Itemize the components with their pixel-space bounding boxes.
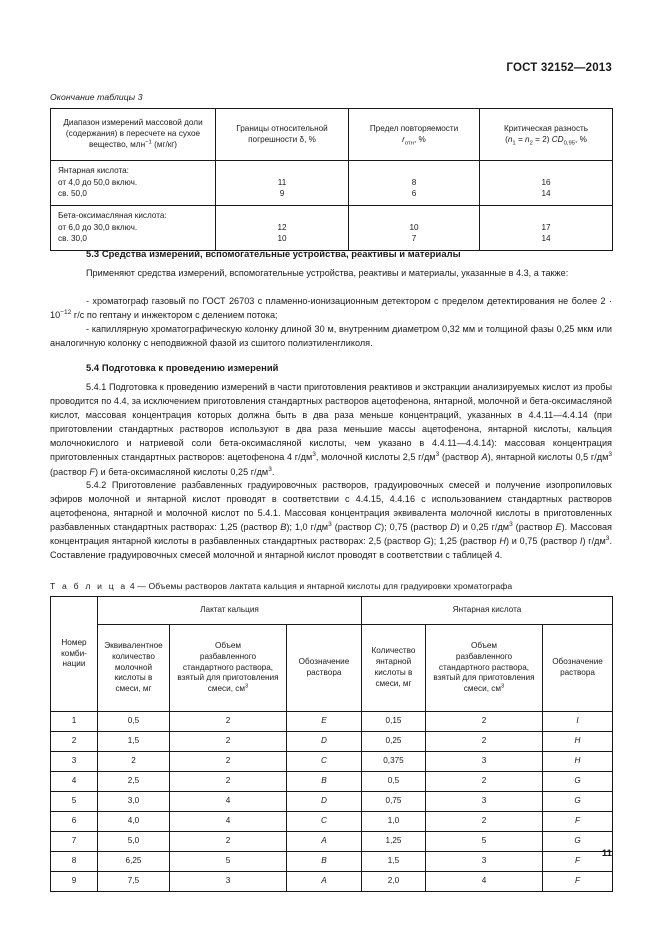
table4-cell-acid-solution: G (543, 772, 613, 792)
paragraph-5-4-1: 5.4.1 Подготовка к проведению измерений в части приготовления реактивов и экстракции анализируемых кислот из пробы проводится по 4.4, за исключением приготовления стандартных растворов ацетофенона, янтарной, молочной и бета-оксимасляной кислот, массовая концентрация которых должна быть в два раза меньше концентраций, указанных в 4.4.11—4.4.14 (при приготовлении стандартных растворов используют в два раза меньшие массы ацетофенона, янтарной кислоты, кальция молочнокислого и натриевой соли бета-оксимасляной кислоты, чем указано в 4.4.11—4.4.14): массовая концентрация приготовленных стандартных растворов: ацетофенона 4 $г/дм^3$, молочной кислоты 2,5 $г/дм^3$ (раствор A), янтарной кислоты 0,5 $г/дм^3$ (раствор F) и бета-оксимасляной кислоты 0,25 $г/дм^3$. (50, 382, 613, 477)
table-row (51, 852, 613, 872)
table4-cell-lactate-solution: C (287, 752, 362, 772)
table4-cell-lactate-solution: D (287, 792, 362, 812)
table4-cell-lactate-volume: 5 (170, 852, 287, 872)
table-row (51, 161, 613, 206)
table4-cell-lactate-solution: A (287, 872, 362, 892)
solution-label: D (450, 522, 457, 533)
table4-cell-number: 7 (51, 832, 98, 852)
table4-cell-acid-volume: 5 (426, 832, 543, 852)
table4-col-lactic-equivalent: Эквивалентное количество молочной кислоты в смеси, мг (98, 625, 170, 712)
table3-cd-hydroxybutyric: 17 14 (480, 205, 613, 250)
table-row (51, 812, 613, 832)
table4-col-combination-number: Номер комби- нации (51, 597, 98, 712)
table-row (51, 205, 613, 250)
superscript-cubic: 3 (244, 683, 249, 690)
table4-cell-lactate-volume: 2 (170, 832, 287, 852)
solution-label: G (423, 536, 431, 547)
table-row (51, 732, 613, 752)
table4-cell-lactate-volume: 2 (170, 772, 287, 792)
solution-label: F (89, 466, 95, 477)
table4-cell-lactate-volume: 4 (170, 812, 287, 832)
table4-cell-lactic-equivalent: 2 (98, 752, 170, 772)
table4-cell-lactic-equivalent: 7,5 (98, 872, 170, 892)
table4-cell-acid-volume: 2 (426, 732, 543, 752)
table3-col-critical-difference: Критическая разность $(n_1 = n_2 = 2)$ $CD_{0,95}$, % (480, 109, 613, 161)
solution-label: B (280, 522, 287, 533)
table4-cell-lactate-solution: B (287, 852, 362, 872)
table4-cell-acid-volume: 3 (426, 852, 543, 872)
superscript-cubic: 3 (500, 683, 505, 690)
table4-cell-acid-volume: 2 (426, 772, 543, 792)
table-row (51, 832, 613, 852)
paragraph-5-3-bullet-column: - капиллярную хроматографическую колонку длиной 30 м, внутренним диаметром 0,32 мм и толщиной фазы 0,25 мкм или аналогичную колонку с неподвижной фазой из сшитого полиэтиленгликоля. (50, 324, 612, 349)
table4-group-header-row (51, 597, 613, 625)
solution-label: E (555, 522, 562, 533)
superscript-minus-one: −1 (145, 139, 152, 146)
table3-col-range: Диапазон измерений массовой доли (содержания) в пересчете на сухое вещество, млн$^{-1}$ (мг/кг) (51, 109, 216, 161)
table4-cell-lactic-equivalent: 4,0 (98, 812, 170, 832)
table4-cell-lactic-equivalent: 1,5 (98, 732, 170, 752)
table4-cell-acid-mass: 1,25 (362, 832, 426, 852)
table3-rotn-hydroxybutyric: 10 7 (349, 205, 480, 250)
table4-col-acid-volume: Объем разбавленного стандартного раствора, взятый для приготовления смеси, $см^3$ (426, 625, 543, 712)
table-row (51, 772, 613, 792)
table4-cell-lactate-solution: D (287, 732, 362, 752)
table4-group-succinic-acid: Янтарная кислота (362, 597, 613, 625)
table3-range-succinic: Янтарная кислота: от 4,0 до 50,0 включ. св. 50,0 (51, 161, 216, 206)
table4-cell-lactate-volume: 3 (170, 872, 287, 892)
table-3-metrological-characteristics (50, 108, 613, 251)
table3-col-repeatability-limit: Предел повторяемости $r_{отн}$, % (349, 109, 480, 161)
table3-rotn-succinic: 8 6 (349, 161, 480, 206)
table4-cell-lactate-solution: A (287, 832, 362, 852)
solution-label: I (579, 536, 583, 547)
table4-cell-acid-mass: 0,15 (362, 712, 426, 732)
standard-number-header: ГОСТ 32152—2013 (506, 62, 612, 74)
table4-cell-number: 8 (51, 852, 98, 872)
table4-cell-lactic-equivalent: 0,5 (98, 712, 170, 732)
table4-cell-acid-solution: F (543, 812, 613, 832)
table4-cell-number: 1 (51, 712, 98, 732)
table4-cell-lactate-volume: 2 (170, 732, 287, 752)
paragraph-5-3-intro: Применяют средства измерений, вспомогательные устройства, реактивы и материалы, указанные в 4.3, а также: (86, 268, 569, 278)
paragraph-5-4-2: 5.4.2 Приготовление разбавленных градуировочных растворов, градуировочных смесей и получение изопропиловых эфиров молочной и янтарной кислот проводят в соответствии с 4.4.15, 4.4.16 с использованием стандартных растворов ацетофенона, янтарной и молочной кислот по 5.4.1. Массовая концентрация эквивалента молочной кислоты в приготовленных разбавленных стандартных растворах: 1,25 (раствор B); 1,0 $г/дм^3$ (раствор C); 0,75 (раствор D) и 0,25 $г/дм^3$ (раствор E). Массовая концентрация янтарной кислоты в разбавленных стандартных растворах: 2,5 (раствор G); 1,25 (раствор H) и 0,75 (раствор I) $г/дм^3$. Составление градуировочных смесей молочной и янтарной кислот проводят в соответствии с таблицей 4. (50, 480, 612, 561)
table4-header-row (51, 625, 613, 712)
table4-cell-acid-volume: 2 (426, 712, 543, 732)
table4-col-acid-solution-label: Обозначение раствора (543, 625, 613, 712)
table4-cell-number: 2 (51, 732, 98, 752)
table4-cell-lactate-solution: C (287, 812, 362, 832)
table4-cell-acid-mass: 2,0 (362, 872, 426, 892)
table4-cell-acid-solution: G (543, 832, 613, 852)
table4-cell-acid-mass: 0,5 (362, 772, 426, 792)
page-number: 11 (601, 848, 612, 859)
table4-cell-lactic-equivalent: 3,0 (98, 792, 170, 812)
table-row (51, 872, 613, 892)
table4-cell-number: 3 (51, 752, 98, 772)
table-4-calibration-volumes (50, 596, 613, 892)
table-row (51, 712, 613, 732)
table3-cd-succinic: 16 14 (480, 161, 613, 206)
table4-cell-acid-volume: 4 (426, 872, 543, 892)
table4-cell-number: 9 (51, 872, 98, 892)
table3-delta-succinic: 11 9 (216, 161, 349, 206)
table4-cell-number: 5 (51, 792, 98, 812)
heading-5-3: 5.3 Средства измерений, вспомогательные устройства, реактивы и материалы (86, 248, 461, 259)
table3-header-row (51, 109, 613, 161)
table4-col-acid-mass: Количество янтарной кислоты в смеси, мг (362, 625, 426, 712)
table4-caption: Т а б л и ц а 4 — Объемы растворов лактата кальция и янтарной кислоты для градуировки хроматографа (50, 581, 513, 591)
table3-continuation-caption: Окончание таблицы 3 (50, 92, 143, 102)
table4-cell-acid-volume: 3 (426, 792, 543, 812)
table4-cell-acid-volume: 3 (426, 752, 543, 772)
table4-cell-acid-mass: 1,0 (362, 812, 426, 832)
table-row (51, 792, 613, 812)
table4-cell-lactate-volume: 2 (170, 752, 287, 772)
table4-cell-acid-solution: H (543, 732, 613, 752)
table4-col-lactate-solution-label: Обозначение раствора (287, 625, 362, 712)
table4-cell-lactate-solution: B (287, 772, 362, 792)
table4-cell-acid-solution: F (543, 872, 613, 892)
table4-cell-lactate-volume: 4 (170, 792, 287, 812)
heading-5-4: 5.4 Подготовка к проведению измерений (86, 362, 279, 373)
table4-cell-lactic-equivalent: 5,0 (98, 832, 170, 852)
table4-cell-acid-solution: G (543, 792, 613, 812)
table4-cell-acid-volume: 2 (426, 812, 543, 832)
paragraph-5-3-bullet-chromatograph: - хроматограф газовый по ГОСТ 26703 с пламенно-ионизационным детектором с пределом детектирования не более $2 \cdot 10^{-12}$ г/с по гептану и инжектором с делением потока; (50, 296, 612, 321)
solution-label: C (374, 522, 382, 533)
table4-cell-number: 6 (51, 812, 98, 832)
table4-cell-acid-solution: F (543, 852, 613, 872)
table4-cell-lactate-solution: E (287, 712, 362, 732)
table4-cell-acid-solution: I (543, 712, 613, 732)
table4-cell-lactic-equivalent: 6,25 (98, 852, 170, 872)
table4-group-calcium-lactate: Лактат кальция (98, 597, 362, 625)
solution-label: H (499, 536, 506, 547)
table4-cell-number: 4 (51, 772, 98, 792)
table4-cell-acid-mass: 0,25 (362, 732, 426, 752)
solution-label: A (481, 452, 488, 463)
superscript-exponent: −12 (60, 309, 72, 317)
table4-cell-acid-solution: H (543, 752, 613, 772)
table4-cell-acid-mass: 0,375 (362, 752, 426, 772)
table3-col-relative-error: Границы относительной погрешности δ, % (216, 109, 349, 161)
table3-delta-hydroxybutyric: 12 10 (216, 205, 349, 250)
table4-cell-lactic-equivalent: 2,5 (98, 772, 170, 792)
table4-col-lactate-volume: Объем разбавленного стандартного раствора, взятый для приготовления смеси, $см^3$ (170, 625, 287, 712)
table-row (51, 752, 613, 772)
table3-range-hydroxybutyric: Бета-оксимасляная кислота: от 6,0 до 30,0 включ. св. 30,0 (51, 205, 216, 250)
table4-cell-lactate-volume: 2 (170, 712, 287, 732)
table4-cell-acid-mass: 0,75 (362, 792, 426, 812)
table4-cell-acid-mass: 1,5 (362, 852, 426, 872)
